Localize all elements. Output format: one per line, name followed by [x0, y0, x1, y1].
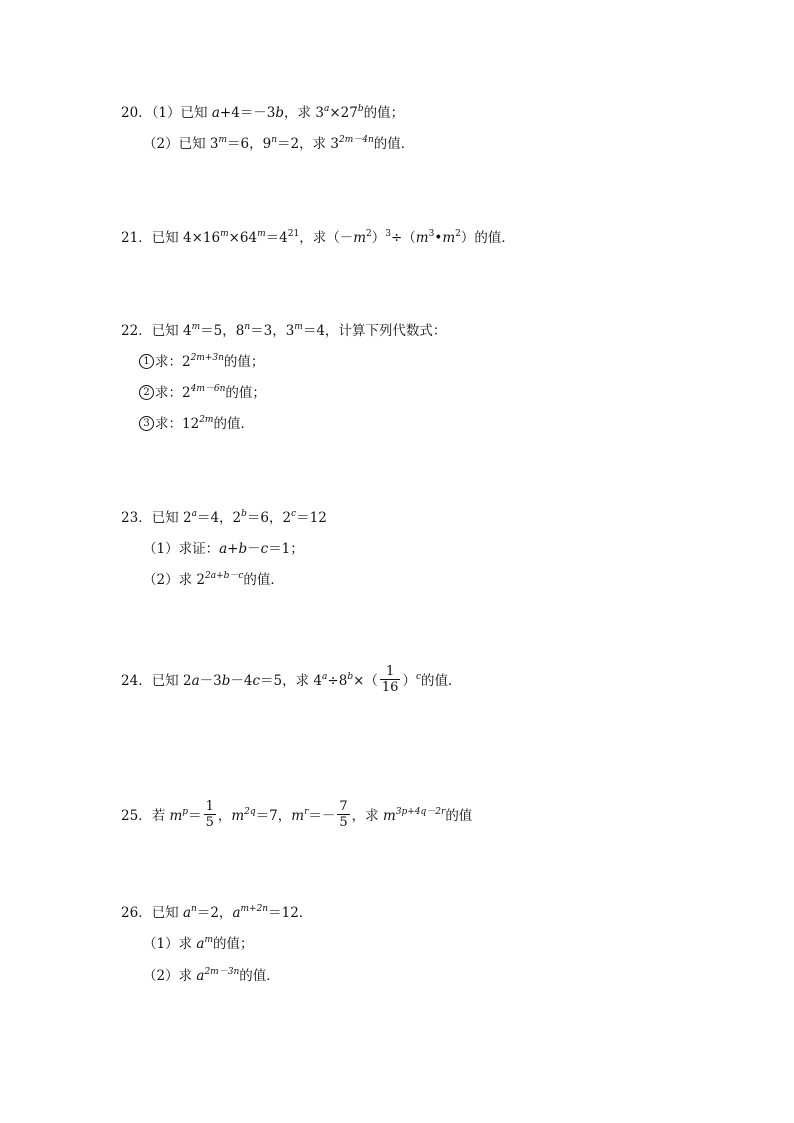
problem-number: 23 [121, 510, 139, 526]
problem-22-item-2: 2 求：$2^{4m-6n}$的值； [139, 383, 266, 403]
problem-26-part-1: （1）求 $a^m$的值； [143, 935, 254, 952]
circled-number-1: 1 [139, 354, 154, 369]
problem-26-part-2: （2）求 $a^{2m-3n}$的值． [143, 967, 280, 984]
problem-26: 26．已知 $a^n=2$，$a^{m+2n}=12$． [121, 904, 313, 921]
problem-number: 26 [121, 905, 139, 921]
fraction-seven-fifths: $\frac{7}{5}$ [339, 799, 348, 830]
problem-24: 24．已知 2a－3b－4c＝5，求 $4^a\div 8^b\times$（ $\frac{1}{16}$ ）$^c$的值． [121, 664, 462, 695]
circled-number-2: 2 [139, 385, 154, 400]
problem-23-part-2: （2）求 $2^{2a+b-c}$的值． [143, 571, 284, 588]
problem-23-part-1: （1）求证：a+b－c＝1； [143, 541, 304, 557]
problem-number: 22 [121, 323, 139, 339]
problem-23: 23．已知 $2^a=4$，$2^b=6$，$2^c=12$ [121, 509, 327, 526]
fraction-one-fifth: $\frac{1}{5}$ [205, 799, 214, 830]
problem-21: 21．已知 $4\times 16^m\times 64^m=4^{21}$，求$(-m^2)^3\div(m^3•m^2)$的值． [121, 229, 515, 246]
problem-number: 24 [121, 673, 139, 689]
problem-number: 25 [121, 808, 139, 824]
problem-22-item-1: 1 求：$2^{2m+3n}$的值； [139, 352, 264, 372]
problem-25: 25．若 $m^p=$ $\frac{1}{5}$ ，$m^{2q}=7$，$m^r=-$ $\frac{7}{5}$ ，求 $m^{3p+4q-2r}$的值 [121, 799, 473, 830]
problem-22: 22．已知 $4^m=5$，$8^n=3$，$3^m=4$，计算下列代数式： [121, 322, 447, 339]
problem-number: 20 [121, 105, 139, 121]
problem-20-part-1: 20．（1）已知 a+4＝－3b，求 $3^a\times 27^b$的值； [121, 104, 405, 121]
problem-number: 21 [121, 230, 139, 246]
circled-number-3: 3 [139, 416, 154, 431]
fraction-one-sixteenth: $\frac{1}{16}$ [381, 664, 399, 695]
problem-22-item-3: 3 求：$12^{2m}$的值． [139, 414, 254, 434]
problem-20-part-2: （2）已知 $3^m=6$，$9^n=2$，求 $3^{2m-4n}$的值． [143, 135, 415, 152]
